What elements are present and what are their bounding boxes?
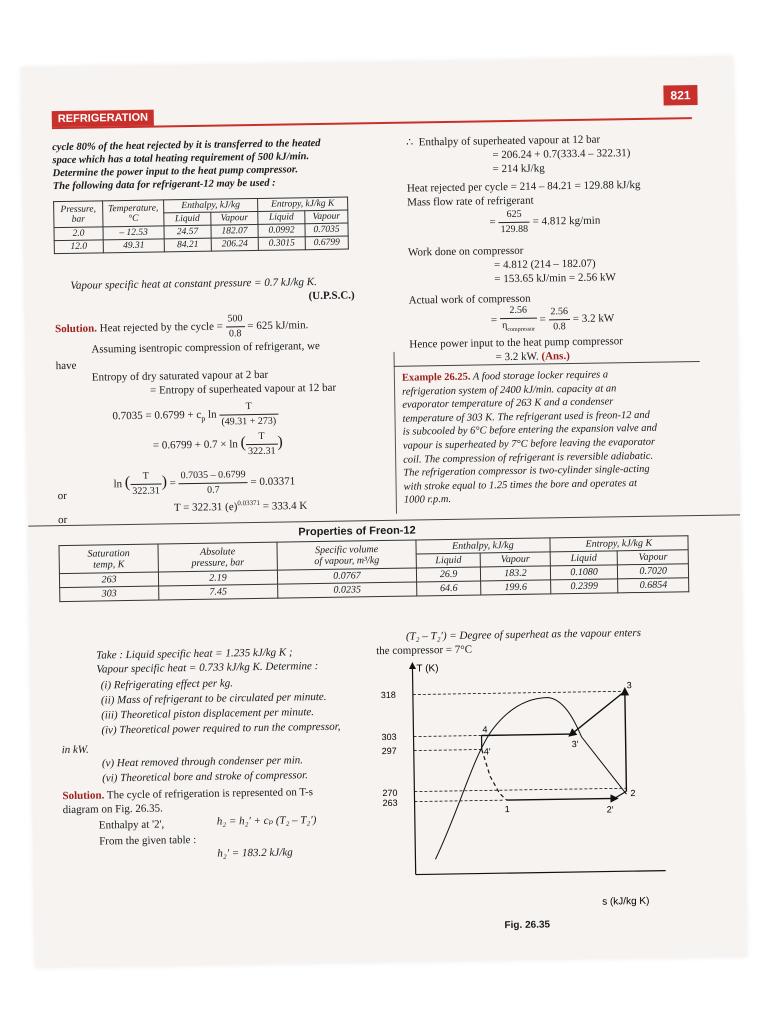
solution-label: Solution. <box>54 322 98 336</box>
problem-statement <box>52 136 383 193</box>
table-subheader: Liquid <box>416 553 480 568</box>
evaporation-line <box>507 798 615 800</box>
take-line: Vapour specific heat = 0.733 kJ/kg K. Determine : <box>96 660 319 676</box>
equation-2: = 0.6799 + 0.7 × ln ( $\frac{T}{322.31}$ ) <box>152 430 283 458</box>
mass-flow-line: Mass flow rate of refrigerant <box>407 194 534 209</box>
vapour-specific-heat: Vapour specific heat at constant pressure = 0.7 kJ/kg K. <box>70 276 317 292</box>
point-2: 2 <box>630 788 636 799</box>
from-table-label: From the given table : <box>99 833 197 848</box>
superheat-line: the compressor = 7°C <box>376 643 473 658</box>
mass-flow-equation: = $\frac{625}{129.88}$ = 4.812 kg/min <box>489 208 601 236</box>
table-subheader: Liquid <box>550 551 618 566</box>
point-1: 1 <box>504 804 510 815</box>
table-subheader: Vapour <box>618 550 689 565</box>
example-26-25: Example 26.25. A food storage locker requires a refrigeration system of 2400 kJ/min. capacity at an evaporator temperature of 263 K and a condenser temperature of 303 K. The refrigerant used is freon-12 and is subcooled by 6°C before entering the expansion valve and vapour is superheated by 7°C before leaving the evaporator coil. The compression of refrigerant is reversible adiabatic. The refrigeration compressor is two-cylinder single-acting with stroke equal to 1.25 times the bore and operates at 1000 r.p.m. <box>401 369 658 507</box>
saturation-dome <box>433 696 627 859</box>
table-row: 303 7.45 0.0235 64.6 199.6 0.2399 0.6854 <box>60 578 689 602</box>
assumption-line: Assuming isentropic compression of refrigerant, we <box>91 339 320 356</box>
table-subheader: Vapour <box>480 552 550 567</box>
tick-263: 263 <box>382 797 398 809</box>
freon-properties-table <box>58 535 689 602</box>
actual-work-equation: = $\frac{2.56}{\eta_{compressor}}$ = $\frac{2.56}{0.8}$ = 3.2 kW <box>490 304 615 334</box>
equation-3: ln ( $\frac{T}{322.31}$ ) = $\frac{0.7035 - 0.6799}{0.7}$ = 0.03371 <box>113 469 296 497</box>
list-item: (vi) Theoretical bore and stroke of compressor. <box>102 769 309 785</box>
enthalpy-line: = 206.24 + 0.7(333.4 – 322.31) <box>492 147 631 162</box>
entropy-line: Entropy of dry saturated vapour at 2 bar <box>91 368 269 384</box>
table-header: Enthalpy, kJ/kg <box>416 538 550 554</box>
answer-line: = 3.2 kW. (Ans.) <box>495 350 570 364</box>
header-bar <box>52 88 692 129</box>
enthalpy-line: ∴ Enthalpy of superheated vapour at 12 bar <box>406 133 601 149</box>
list-item: (iii) Theoretical piston displacement per minute. <box>101 706 315 722</box>
heat-rejected-line: Heat rejected per cycle = 214 – 84.21 = 129.88 kJ/kg <box>406 178 641 195</box>
or-label: or <box>57 513 68 527</box>
guide-318 <box>413 691 625 694</box>
textbook-page <box>21 56 747 967</box>
equation-1: $0.7035 = 0.6799 + c_p$ ln $\frac{T}{(49.31 + 273)}$ <box>112 401 277 428</box>
table-row: 263 2.19 0.0767 26.9 183.2 0.1080 0.7020 <box>59 564 688 588</box>
point-4: 4 <box>482 724 488 735</box>
condensation-line <box>482 734 572 735</box>
s-axis-label: s (kJ/kg K) <box>602 895 650 908</box>
table-subheader: Vapour <box>305 210 348 224</box>
guide-297 <box>414 749 482 750</box>
point-3: 3 <box>626 680 632 691</box>
equation-4: T = 322.31 $(e)^{0.03371} = 333.4$ K <box>173 498 308 514</box>
work-line: Work done on compressor <box>407 244 524 259</box>
solution-2-line: diagram on Fig. 26.35. <box>62 802 163 817</box>
actual-work-line: Actual work of compresson <box>408 292 531 307</box>
table-header: Enthalpy, kJ/kg <box>164 198 258 212</box>
work-line: = 4.812 (214 – 182.07) <box>494 257 596 272</box>
solution-2: Solution. The cycle of refrigeration is represented on T-s <box>62 786 314 803</box>
table-header: Entropy, kJ/kg K <box>550 536 689 552</box>
fraction: $\frac{500}{0.8}$ <box>225 312 244 341</box>
table-header: Specific volume of vapour, m³/kg <box>277 540 416 570</box>
superheat-segment <box>614 791 626 798</box>
s-axis <box>416 871 666 875</box>
point-4-prime: 4′ <box>483 746 491 757</box>
tick-318: 318 <box>380 689 396 701</box>
problem-line: space which has a total heating requirement of 500 kJ/min. <box>52 151 310 167</box>
t-axis <box>412 666 415 875</box>
list-item: (ii) Mass of refrigerant to be circulated per minute. <box>100 690 327 707</box>
in-kw-label: in kW. <box>61 743 89 757</box>
example-label: Example 26.25. <box>401 371 471 384</box>
freon-table-title: Properties of Freon-12 <box>298 524 416 539</box>
hence-line: Hence power input to the heat pump compressor <box>409 335 623 351</box>
tick-297: 297 <box>381 745 397 757</box>
solution-heat-rejected: Solution. Heat rejected by the cycle = $\frac{500}{0.8}$ = 625 kJ/min. <box>55 311 309 344</box>
compression-line <box>625 691 627 791</box>
problem-line: cycle 80% of the heat rejected by it is transferred to the heated <box>52 137 321 154</box>
page-number: 821 <box>663 85 697 106</box>
r12-data-table <box>53 197 349 255</box>
superheat-line: (T₂ – T₂′) = Degree of superheat as the vapour enters <box>405 626 642 643</box>
point-3-prime: 3′ <box>571 738 579 750</box>
column-divider <box>393 352 397 514</box>
enthalpy-2-equation: h₂ = h₂′ + cₚ (T₂ – T₂′) <box>216 814 317 828</box>
figure-caption: Fig. 26.35 <box>504 919 551 932</box>
work-line: = 153.65 kJ/min = 2.56 kW <box>494 271 616 286</box>
table-header: Absolute pressure, bar <box>158 542 277 572</box>
table-subheader: Liquid <box>164 212 211 226</box>
table-header: Pressure, bar <box>54 201 103 228</box>
tick-270: 270 <box>382 787 398 799</box>
guide-303 <box>414 735 482 736</box>
table-row: 2.0 – 12.53 24.57 182.07 0.0992 0.7035 <box>54 223 348 241</box>
determine-list <box>101 675 341 739</box>
determine-list-2 <box>102 753 308 786</box>
or-label: or <box>57 489 67 503</box>
assumption-line: have <box>55 359 77 373</box>
take-line: Take : Liquid specific heat = 1.235 kJ/kg K ; <box>96 646 293 662</box>
point-2-prime: 2′ <box>606 804 614 815</box>
source-citation: (U.P.S.C.) <box>308 289 355 303</box>
table-subheader: Vapour <box>211 211 258 225</box>
entropy-line: = Entropy of superheated vapour at 12 bar <box>149 381 337 397</box>
guide-270 <box>414 788 626 791</box>
table-header: Temperature, °C <box>103 200 164 227</box>
list-item: (iv) Theoretical power required to run the compressor, <box>101 720 341 737</box>
ts-diagram <box>362 655 696 912</box>
table-header: Saturation temp, K <box>59 544 158 574</box>
list-item: (i) Refrigerating effect per kg. <box>100 677 234 692</box>
enthalpy-line: = 214 kJ/kg <box>492 162 545 176</box>
expansion-line <box>482 749 507 800</box>
h2-prime-value: h₂′ = 183.2 kJ/kg <box>217 846 293 860</box>
tick-303: 303 <box>381 731 397 743</box>
table-header: Entropy, kJ/kg K <box>258 197 348 211</box>
problem-line: Determine the power input to the heat pump compressor. <box>52 164 299 180</box>
table-subheader: Liquid <box>258 211 305 225</box>
desuperheat-line <box>571 691 626 734</box>
chapter-title: REFRIGERATION <box>52 110 154 128</box>
t-axis-label: T (K) <box>416 663 439 675</box>
list-item: (v) Heat removed through condenser per min. <box>101 754 304 770</box>
enthalpy-2-label: Enthalpy at '2', <box>98 818 165 832</box>
problem-line: The following data for refrigerant-12 may be used : <box>52 177 276 193</box>
table-row: 12.0 49.31 84.21 206.24 0.3015 0.6799 <box>54 236 348 254</box>
